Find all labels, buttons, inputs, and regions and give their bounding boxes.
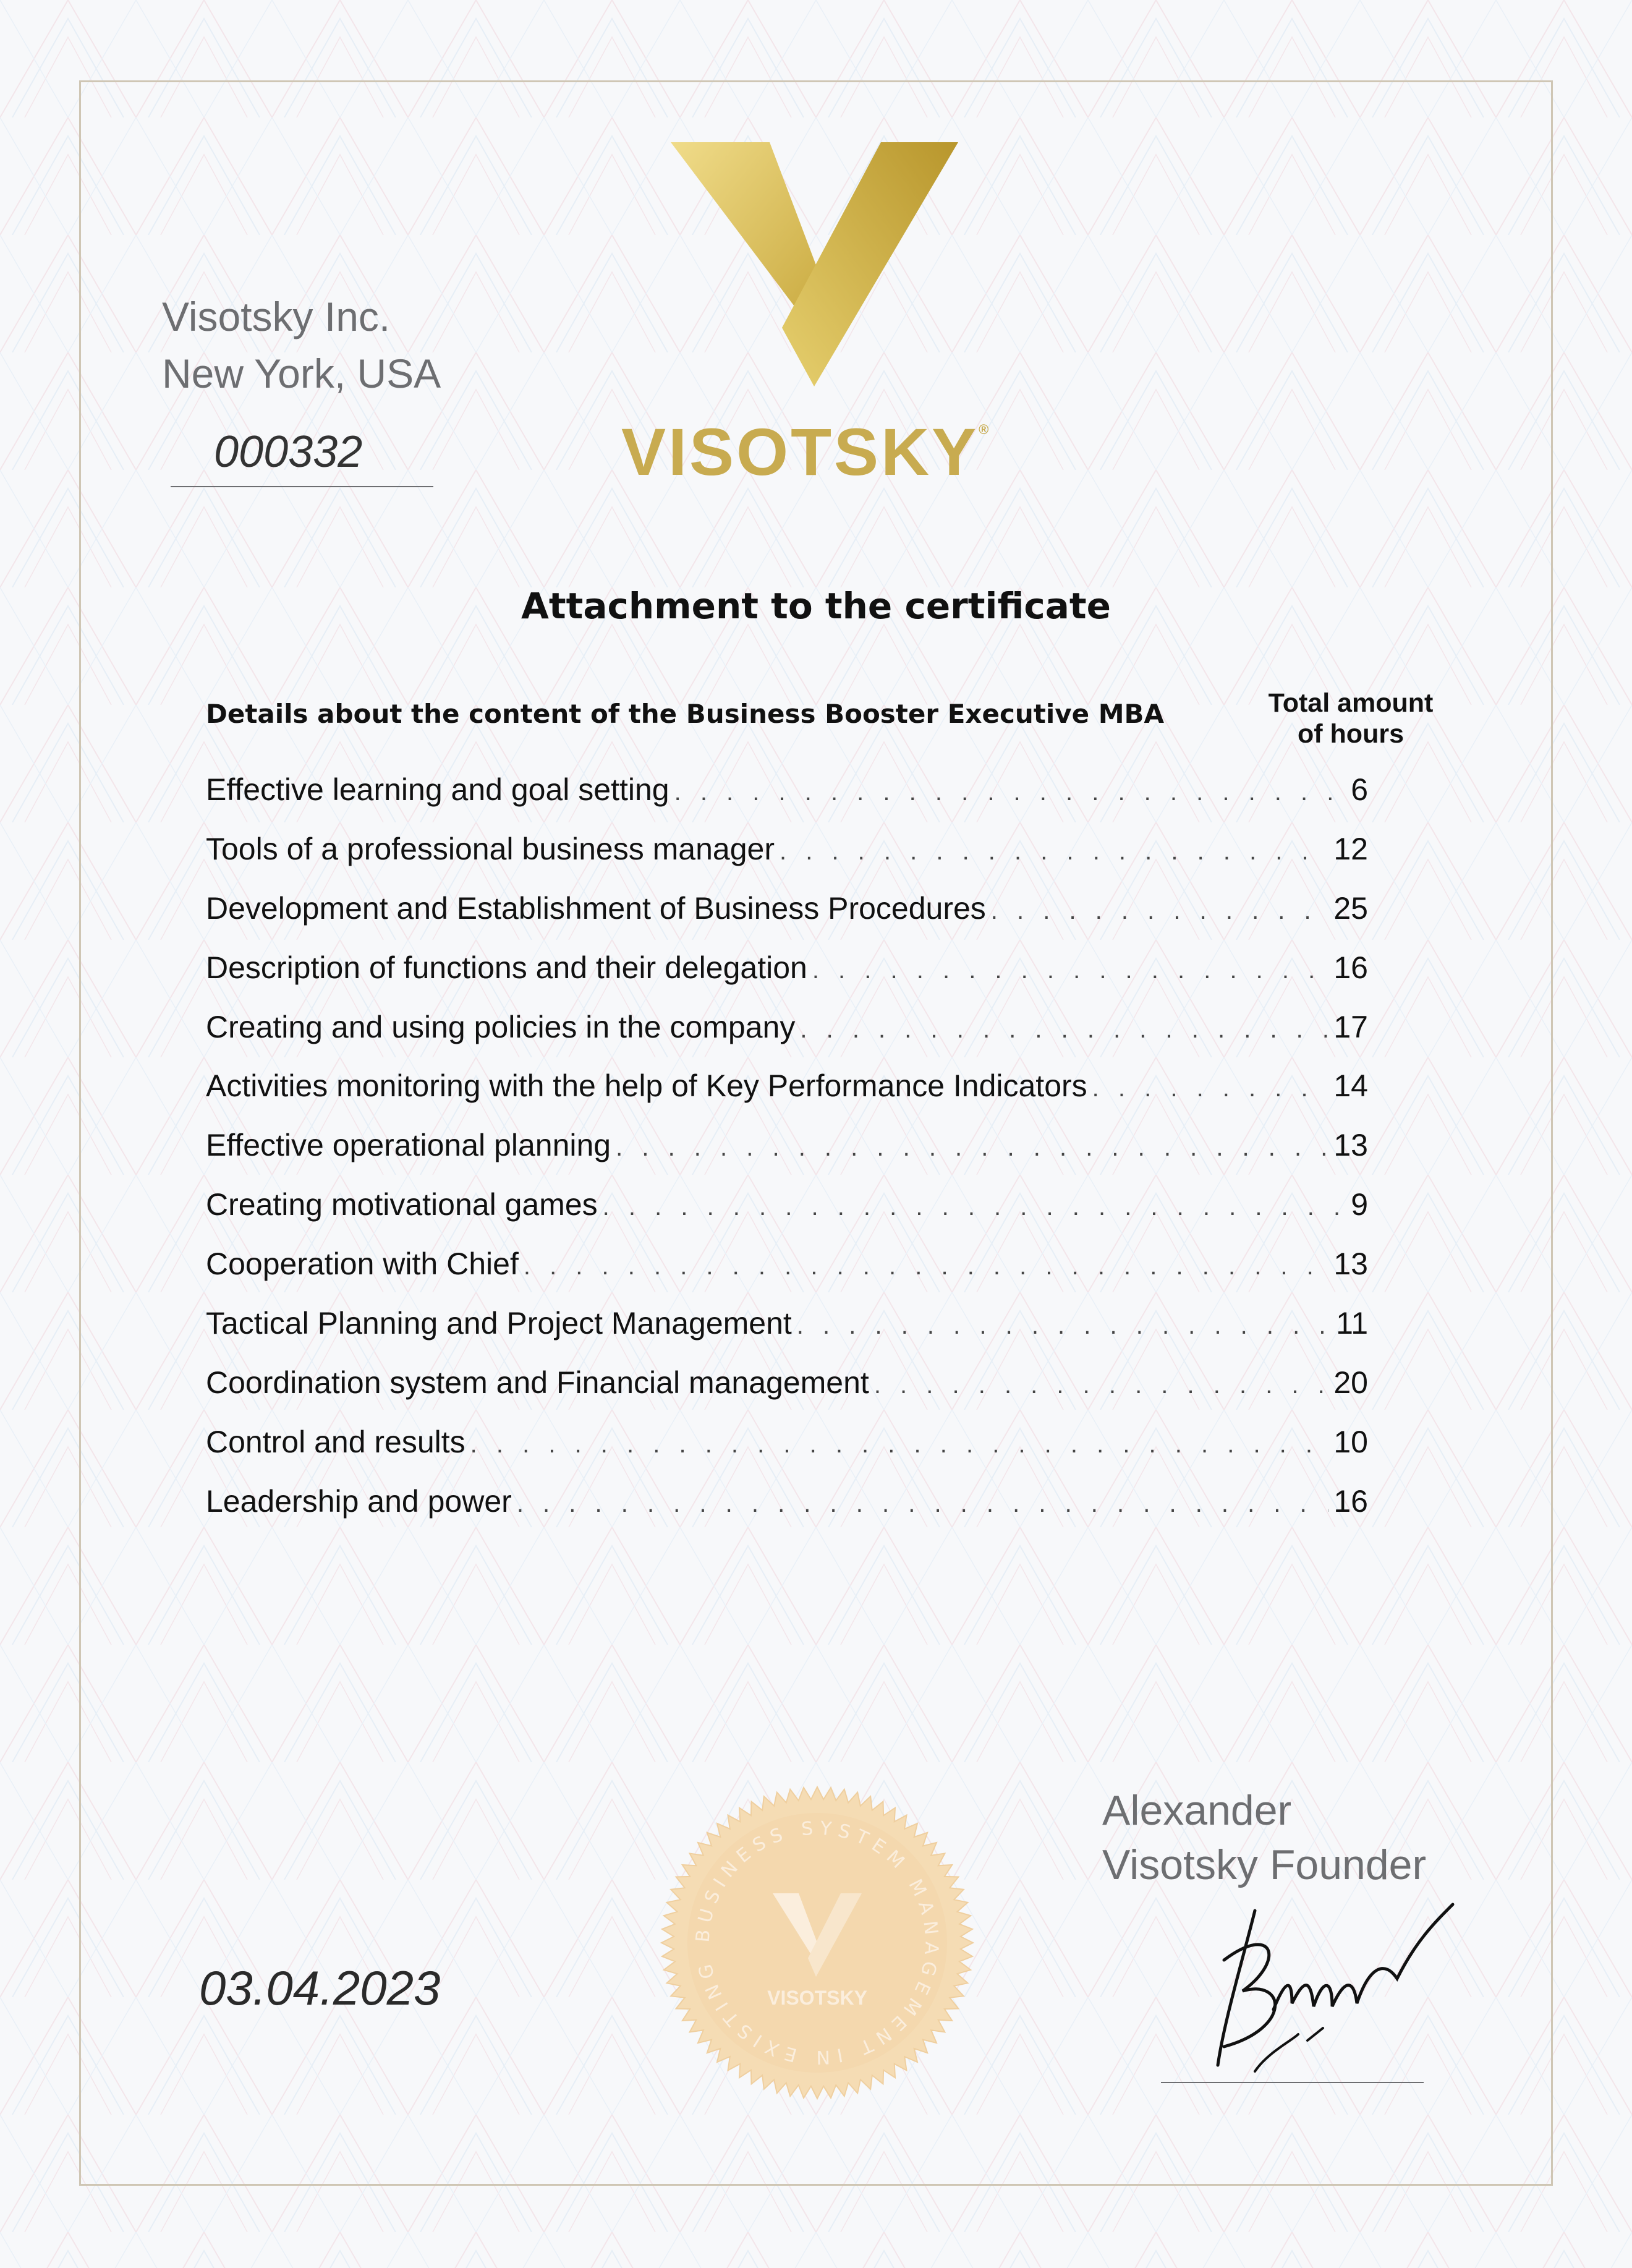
handwritten-signature (1199, 1886, 1459, 2090)
module-row (206, 1127, 1368, 1187)
brand-name: VISOTSKY (621, 414, 979, 489)
hours-heading-line1: Total amount (1268, 688, 1434, 718)
module-row (206, 890, 1368, 950)
v-chevron-icon (671, 142, 961, 390)
brand-wordmark (621, 413, 1005, 490)
dot-leader (780, 838, 1328, 866)
signatory-line2: Visotsky Founder (1102, 1841, 1427, 1888)
registered-mark: ® (979, 422, 992, 437)
module-hours: 11 (1336, 1306, 1368, 1341)
dot-leader (674, 778, 1346, 806)
issuer-block (162, 288, 441, 402)
dot-leader (470, 1431, 1329, 1459)
module-hours: 17 (1333, 1009, 1368, 1044)
issuer-location: New York, USA (162, 351, 441, 396)
dot-leader (874, 1371, 1329, 1399)
issue-date: 03.04.2023 (199, 1961, 441, 2015)
signature-line (1161, 2082, 1424, 2083)
dot-leader (800, 1016, 1328, 1044)
module-hours: 12 (1333, 831, 1368, 866)
module-name: Creating and using policies in the company (206, 1009, 796, 1044)
module-name: Control and results (206, 1424, 465, 1459)
dot-leader (1092, 1075, 1329, 1102)
module-hours: 6 (1351, 772, 1368, 807)
module-row (206, 1187, 1368, 1246)
module-name: Activities monitoring with the help of Key Performance Indicators (206, 1068, 1087, 1104)
dot-leader (616, 1134, 1328, 1162)
dot-leader (517, 1490, 1329, 1518)
module-hours: 25 (1333, 890, 1368, 926)
module-name: Coordination system and Financial management (206, 1365, 869, 1400)
dot-leader (797, 1312, 1331, 1340)
dot-leader (603, 1193, 1346, 1221)
hours-heading (1249, 688, 1453, 749)
details-heading: Details about the content of the Business Booster Executive MBA (206, 699, 1165, 729)
module-list (206, 772, 1368, 1543)
module-row (206, 1246, 1368, 1305)
module-row (206, 772, 1368, 831)
module-hours: 9 (1351, 1187, 1368, 1222)
module-name: Tools of a professional business manager (206, 831, 775, 866)
module-hours: 16 (1333, 950, 1368, 985)
module-hours: 16 (1333, 1483, 1368, 1519)
module-row (206, 1424, 1368, 1483)
module-hours: 13 (1333, 1128, 1368, 1163)
module-row (206, 831, 1368, 890)
module-row (206, 1305, 1368, 1365)
dot-leader (812, 957, 1329, 984)
module-name: Cooperation with Chief (206, 1247, 519, 1282)
module-row (206, 1483, 1368, 1543)
module-name: Tactical Planning and Project Management (206, 1306, 792, 1341)
dot-leader (991, 897, 1329, 925)
module-row (206, 1009, 1368, 1068)
module-name: Description of functions and their delegation (206, 950, 807, 985)
module-name: Effective operational planning (206, 1128, 611, 1163)
module-hours: 20 (1333, 1365, 1368, 1400)
dot-leader (524, 1253, 1329, 1281)
module-hours: 14 (1333, 1068, 1368, 1104)
module-name: Leadership and power (206, 1483, 512, 1519)
issuer-company: Visotsky Inc. (162, 294, 391, 339)
module-row (206, 1068, 1368, 1127)
module-name: Development and Establishment of Business Procedures (206, 890, 986, 926)
page-title: Attachment to the certificate (521, 585, 1111, 627)
gold-seal-icon (657, 1782, 978, 2104)
seal-ring-text: BUSINESS SYSTEM MANAGEMENT IN EXISTING (692, 1817, 943, 2068)
module-row (206, 950, 1368, 1009)
seal-center-text: VISOTSKY (767, 1987, 867, 2009)
module-row (206, 1365, 1368, 1424)
hours-heading-line2: of hours (1298, 719, 1404, 749)
module-hours: 13 (1333, 1247, 1368, 1282)
signatory-block (1102, 1783, 1426, 1892)
module-name: Effective learning and goal setting (206, 772, 669, 807)
module-name: Creating motivational games (206, 1187, 598, 1222)
module-hours: 10 (1333, 1424, 1368, 1459)
serial-number: 000332 (171, 427, 433, 487)
signatory-line1: Alexander (1102, 1787, 1292, 1834)
